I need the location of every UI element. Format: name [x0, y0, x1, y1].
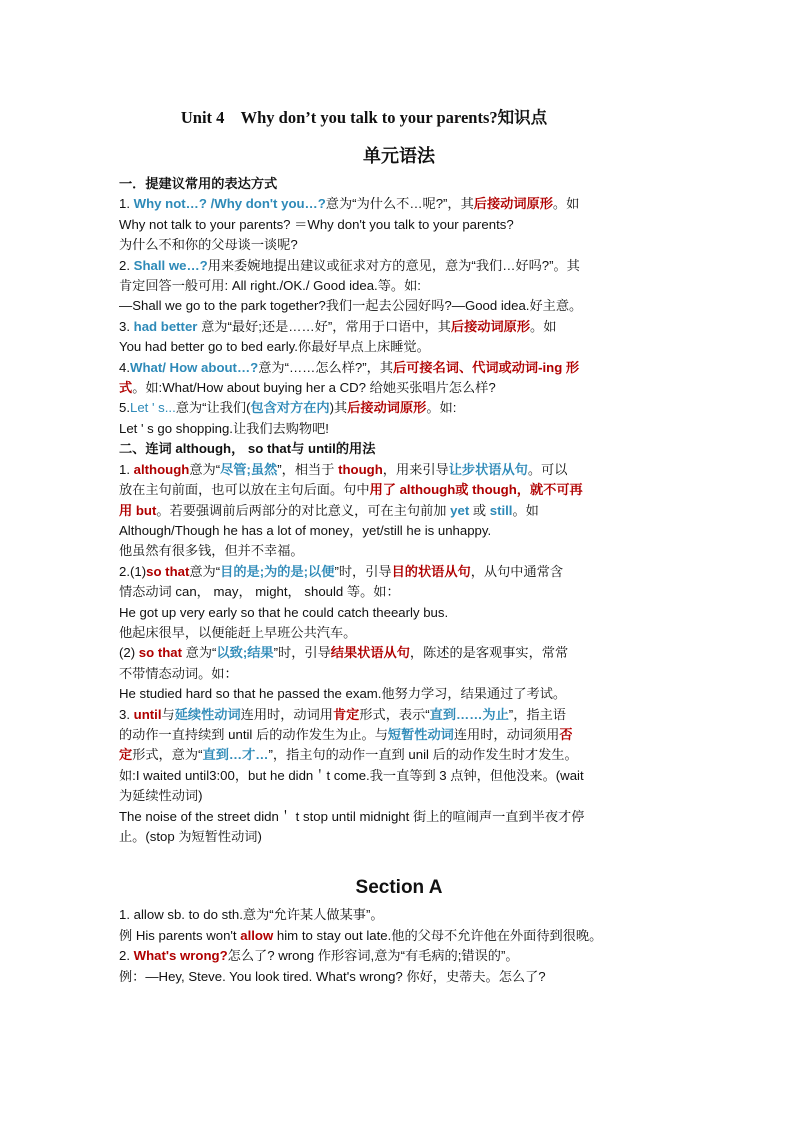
p5-line-1: [119, 398, 679, 418]
text: 4.: [119, 359, 130, 375]
q4-line-7: 止。(stop 为短暂性动词): [119, 829, 262, 844]
text: 意为“让我们(: [175, 400, 251, 416]
highlight-phrase: Let ' s...: [130, 400, 176, 416]
text: ，用来引导: [382, 461, 449, 477]
highlight-meaning: 以致;结果: [216, 645, 274, 661]
text: ”，指主句的动作一直到 unil 后的动作发生时才发生。: [268, 747, 578, 763]
highlight-word: so that: [138, 645, 183, 661]
highlight-rule: 后接动词原形: [473, 196, 553, 212]
q3-line-1: [119, 643, 679, 663]
q4-line-3: [119, 745, 679, 765]
text: 意为“: [182, 645, 217, 661]
text: ”时，引导: [334, 563, 392, 579]
p4-line-1: [119, 358, 679, 378]
highlight-clause: 结果状语从句: [330, 645, 410, 661]
document-page: [119, 104, 679, 987]
text: 意为“: [189, 563, 221, 579]
text: )其: [329, 400, 348, 416]
highlight-note: 包含对方在内: [250, 400, 330, 416]
highlight-rule: 用了 although或 though，就不可再: [369, 482, 583, 498]
text: 。如:What/How about buying her a CD? 给她买张唱片怎么样?: [132, 380, 496, 396]
highlight-word: so that: [146, 563, 190, 579]
text: ”，相当于: [277, 461, 339, 477]
text: 意为“为什么不…呢?”，其: [325, 196, 474, 212]
text: 连用时，动词须用: [453, 726, 560, 742]
text: 。如: [530, 318, 557, 334]
highlight-term: 定: [119, 747, 133, 763]
highlight-rule: 后接动词原形: [347, 400, 427, 416]
highlight-term: 短暂性动词: [387, 726, 454, 742]
q1-line-4: Although/Though he has a lot of money，yet/still he is unhappy.: [119, 522, 492, 538]
document-title: Unit 4 Why don’t you talk to your parents?知识点: [180, 108, 548, 127]
text: 的动作一直持续到 until 后的动作发生为止。与: [119, 726, 388, 742]
text: 怎么了? wrong 作形容词,意为“有毛病的;错误的”。: [227, 948, 519, 964]
text: 形式，表示“: [359, 706, 430, 722]
highlight-clause: 让步状语从句: [448, 461, 528, 477]
text: 2.: [119, 257, 134, 273]
sa-line-3: [119, 946, 679, 966]
text: 用来委婉地提出建议或征求对方的意见，意为“我们…好吗?”。其: [207, 257, 580, 273]
highlight-phrase: What/ How about…?: [130, 359, 259, 375]
text: 5.: [119, 400, 130, 416]
highlight-phrase: had better: [133, 318, 198, 334]
p1-line-1: [119, 194, 679, 214]
text: 。若要强调前后两部分的对比意义，可在主句前加: [156, 502, 451, 518]
text: 。如: [512, 502, 539, 518]
highlight-rule: 后可接名词、代词或动词-ing 形: [393, 359, 580, 375]
part2-heading: 二、连词 although， so that与 until的用法: [119, 441, 376, 457]
text: ，从句中通常含: [470, 563, 564, 579]
q1-line-2: [119, 480, 679, 500]
highlight-rule: 后接动词原形: [450, 318, 531, 334]
text: 意为“……怎么样?”，其: [258, 359, 394, 375]
p3-line-2: You had better go to bed early.你最好早点上床睡觉。: [119, 339, 430, 355]
q2-line-4: 他起床很早，以便能赶上早班公共汽车。: [119, 624, 357, 640]
q4-line-5: 为延续性动词): [119, 788, 203, 804]
q4-line-4: 如:I waited until3:00，but he didn＇t come.我一直等到 3 点钟，但他没来。(wait: [119, 767, 584, 783]
sa-line-2: [119, 926, 679, 946]
highlight-word: until: [133, 706, 162, 722]
text: 意为“最好;还是……好”，常用于口语中，其: [197, 318, 451, 334]
p5-line-2: Let ' s go shopping.让我们去购物吧!: [119, 420, 329, 436]
text: ”，指主语: [508, 706, 566, 722]
text: 连用时，动词用: [240, 706, 333, 722]
text: ，陈述的是客观事实，常常: [409, 645, 569, 661]
text: 与: [161, 706, 175, 722]
text: him to stay out late.他的父母不允许他在外面待到很晚。: [273, 927, 603, 943]
q3-line-2: 不带情态动词。如：: [119, 665, 238, 681]
q2-line-1: [119, 562, 679, 582]
part1-heading: 一．提建议常用的表达方式: [119, 176, 278, 191]
highlight-term: 肯定: [332, 706, 360, 722]
highlight-phrase: Shall we…?: [133, 257, 208, 273]
highlight-phrase: Why not…? /Why don't you…?: [133, 196, 326, 212]
text: 形式，意为“: [132, 747, 203, 763]
text: 。如:: [426, 400, 457, 416]
highlight-word: still: [489, 502, 513, 518]
highlight-meaning: 尽管;虽然: [220, 461, 278, 477]
q4-line-6: The noise of the street didn＇ t stop until midnight 街上的喧闹声一直到半夜才停: [119, 808, 585, 824]
q1-line-5: 他虽然有很多钱，但并不幸福。: [119, 543, 304, 559]
highlight-rule: 式: [119, 380, 133, 396]
text: 。可以: [527, 461, 568, 477]
q1-line-3: [119, 501, 679, 521]
p2-line-3: —Shall we go to the park together?我们一起去公园好吗?—Good idea.好主意。: [119, 298, 583, 314]
p2-line-1: [119, 256, 679, 276]
sa-line-1: 1. allow sb. to do sth.意为“允许某人做某事”。: [119, 907, 384, 923]
text: 3.: [119, 318, 134, 334]
q2-line-3: He got up very early so that he could catch theearly bus.: [119, 604, 449, 620]
p4-line-2: [119, 378, 679, 398]
text: 1.: [119, 461, 134, 477]
text: 2.(1): [119, 563, 147, 579]
p2-line-2: 肯定回答一般可用: All right./OK./ Good idea.等。如:: [119, 278, 421, 294]
text: 放在主句前面，也可以放在主句后面。句中: [119, 482, 370, 498]
highlight-word: although: [133, 461, 190, 477]
text: (2): [119, 645, 139, 661]
highlight-word: though: [338, 461, 383, 477]
text: 例 His parents won't: [119, 927, 241, 943]
text: 。如: [552, 196, 580, 212]
text: 2.: [119, 948, 134, 964]
section-a-heading: Section A: [355, 877, 443, 899]
text: 3.: [119, 706, 134, 722]
q4-line-2: [119, 725, 679, 745]
p1-line-3: 为什么不和你的父母谈一谈呢?: [119, 237, 298, 253]
text: 或: [469, 502, 490, 518]
highlight-rule: 用 but: [119, 502, 157, 518]
sa-line-4: 例：—Hey, Steve. You look tired. What's wrong? 你好，史蒂夫。怎么了?: [119, 968, 546, 984]
highlight-clause: 目的状语从句: [391, 563, 471, 579]
q1-line-1: [119, 460, 679, 480]
q2-line-2: 情态动词 can， may， might， should 等。如：: [119, 584, 400, 600]
q4-line-1: [119, 705, 679, 725]
highlight-phrase: What's wrong?: [133, 948, 228, 964]
highlight-meaning: 直到…才…: [202, 747, 269, 763]
text: ”时，引导: [273, 645, 331, 661]
highlight-word: allow: [240, 927, 274, 943]
highlight-meaning: 目的是;为的是;以便: [220, 563, 335, 579]
highlight-term: 延续性动词: [174, 706, 241, 722]
grammar-heading: 单元语法: [363, 146, 435, 166]
text: 1.: [119, 196, 134, 212]
q3-line-3: He studied hard so that he passed the exam.他努力学习，结果通过了考试。: [119, 686, 567, 702]
highlight-word: yet: [450, 502, 470, 518]
p1-line-2: Why not talk to your parents? ＝Why don't you talk to your parents?: [119, 216, 514, 232]
highlight-term: 否: [559, 726, 573, 742]
p3-line-1: [119, 317, 679, 337]
text: 意为“: [189, 461, 221, 477]
highlight-meaning: 直到……为止: [429, 706, 509, 722]
